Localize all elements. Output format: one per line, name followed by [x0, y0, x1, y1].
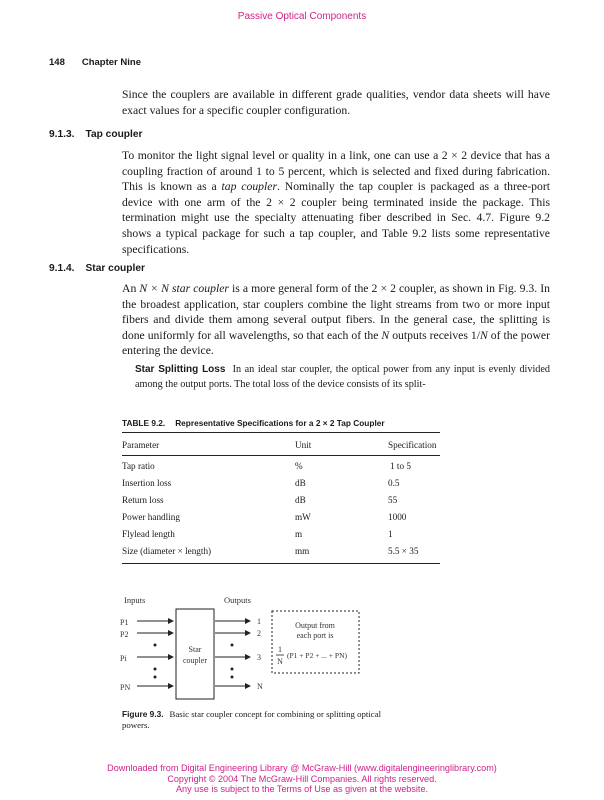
table-row	[122, 495, 440, 512]
page-header	[49, 57, 141, 68]
note-line: Output from	[295, 621, 335, 630]
star-coupler-figure	[100, 585, 400, 705]
fraction-numerator: 1	[278, 645, 282, 654]
table-row	[122, 546, 440, 563]
text-run: is a more general form of the 2 × 2 coupler, as shown in Fig. 9.3. In the broadest application, star couplers combine the light streams from two or more input fibers and divide them among several output fibers. In the general case, the splitting is done uniformly for all wavelengths, so that each of the	[122, 282, 550, 342]
figure-caption	[122, 709, 382, 731]
section-number: 9.1.3.	[49, 129, 75, 140]
table-cell: 1	[388, 529, 393, 539]
text-run: of the power entering the device.	[122, 328, 550, 358]
italic-term: tap coupler	[221, 180, 277, 194]
table-cell: mm	[295, 546, 310, 556]
box-label: coupler	[183, 656, 207, 665]
table-cell: 1 to 5	[390, 461, 411, 471]
table-cell: dB	[295, 478, 306, 488]
output-port-label: 1	[257, 617, 261, 626]
chapter-title: Chapter Nine	[81, 57, 141, 68]
table-cell: m	[295, 529, 303, 539]
ellipsis-dot	[231, 644, 234, 647]
output-port-label: 3	[257, 653, 261, 662]
ellipsis-dot	[231, 668, 234, 671]
table-cell: Size (diameter × length)	[122, 546, 212, 556]
table-cell: Return loss	[122, 495, 164, 505]
table-row	[122, 512, 440, 529]
table-bottom-rule	[122, 563, 440, 564]
table-cell: 55	[388, 495, 398, 505]
italic-term: N	[381, 328, 390, 342]
table-row	[122, 478, 440, 495]
table-cell: %	[295, 461, 303, 471]
ellipsis-dot	[154, 668, 157, 671]
star-splitting-loss-paragraph	[135, 363, 550, 392]
table-top-rule	[122, 432, 440, 433]
running-header: Passive Optical Components	[237, 11, 367, 22]
figure-label: Figure 9.3.	[122, 709, 164, 719]
italic-term: N × N star coupler	[139, 282, 229, 295]
table-cell: dB	[295, 495, 306, 505]
output-port-label: N	[257, 682, 263, 691]
section-title: Star coupler	[85, 263, 145, 274]
column-header: Parameter	[122, 440, 160, 450]
star-coupler-box	[176, 609, 214, 699]
table-cell: 5.5 × 35	[388, 546, 419, 556]
input-port-label: Pi	[120, 654, 127, 663]
text-run: To monitor the light signal level or quality in a link, one can use a 2 × 2 device that has a coupling fraction of around 1 to 5 percent, which is selected and fixed during fabrication. This is known as a	[122, 149, 550, 194]
tap-coupler-paragraph	[122, 148, 550, 257]
table-cell: Insertion loss	[122, 478, 172, 488]
table-label: TABLE 9.2.	[122, 418, 166, 428]
star-coupler-paragraph	[122, 281, 550, 359]
power-sum-expression: (P1 + P2 + ... + PN)	[287, 651, 347, 660]
section-title: Tap coupler	[85, 129, 143, 140]
input-port-label: PN	[120, 683, 131, 692]
ellipsis-dot	[154, 644, 157, 647]
section-heading-tap-coupler	[49, 129, 142, 140]
table-cell: Tap ratio	[122, 461, 155, 471]
footer	[0, 763, 604, 795]
text-run: An	[122, 282, 140, 295]
table-cell: 1000	[388, 512, 407, 522]
table-header-rule	[122, 455, 440, 456]
text-run: outputs receives 1/	[389, 328, 480, 342]
text-run: . Nominally the tap coupler is packaged as a three-port device with one arm of the 2 × 2 coupler being terminated inside the package. This termination might use the specialty attenuating fiber described in Sec. 4.7. Figure 9.2 shows a typical package for such a tap coupler, and Table 9.2 lists some representative specifications.	[122, 180, 551, 256]
input-port-label: P2	[120, 630, 129, 639]
table-cell: Flylead length	[122, 529, 175, 539]
italic-term: N	[479, 328, 488, 342]
ellipsis-dot	[231, 676, 234, 679]
inputs-label: Inputs	[124, 595, 146, 605]
section-heading-star-coupler	[49, 263, 145, 274]
column-header: Unit	[295, 440, 312, 450]
table-title: Representative Specifications for a 2 × 2 Tap Coupler	[175, 418, 385, 428]
run-in-heading: Star Splitting Loss	[135, 364, 226, 375]
fraction-denominator: N	[277, 657, 283, 666]
table-cell: 0.5	[388, 478, 400, 488]
table-row	[122, 529, 440, 546]
outputs-label: Outputs	[224, 595, 251, 605]
table-row	[122, 461, 440, 478]
ellipsis-dot	[154, 676, 157, 679]
footer-line: Downloaded from Digital Engineering Library @ McGraw-Hill (www.digitalengineeringlibrary.com)	[107, 763, 497, 773]
output-port-label: 2	[257, 629, 261, 638]
text-run: In an ideal star coupler, the optical power from any input is evenly divided among the output ports. The total loss of the device consists of its split-	[135, 364, 551, 390]
footer-line: Any use is subject to the Terms of Use as given at the website.	[175, 784, 429, 794]
box-label: Star	[188, 645, 202, 654]
note-line: each port is	[296, 631, 334, 640]
figure-caption-text: Basic star coupler concept for combining or splitting optical powers.	[122, 709, 382, 730]
input-port-label: P1	[120, 618, 129, 627]
table-cell: mW	[295, 512, 311, 522]
table-cell: Power handling	[122, 512, 180, 522]
column-header: Specification	[388, 440, 437, 450]
intro-paragraph: Since the couplers are available in different grade qualities, vendor data sheets will have exact values for a specific coupler configuration.	[122, 88, 550, 117]
footer-line: Copyright © 2004 The McGraw-Hill Companies. All rights reserved.	[167, 773, 437, 784]
section-number: 9.1.4.	[49, 263, 75, 274]
table-caption	[122, 418, 385, 428]
page-number: 148	[49, 57, 65, 68]
